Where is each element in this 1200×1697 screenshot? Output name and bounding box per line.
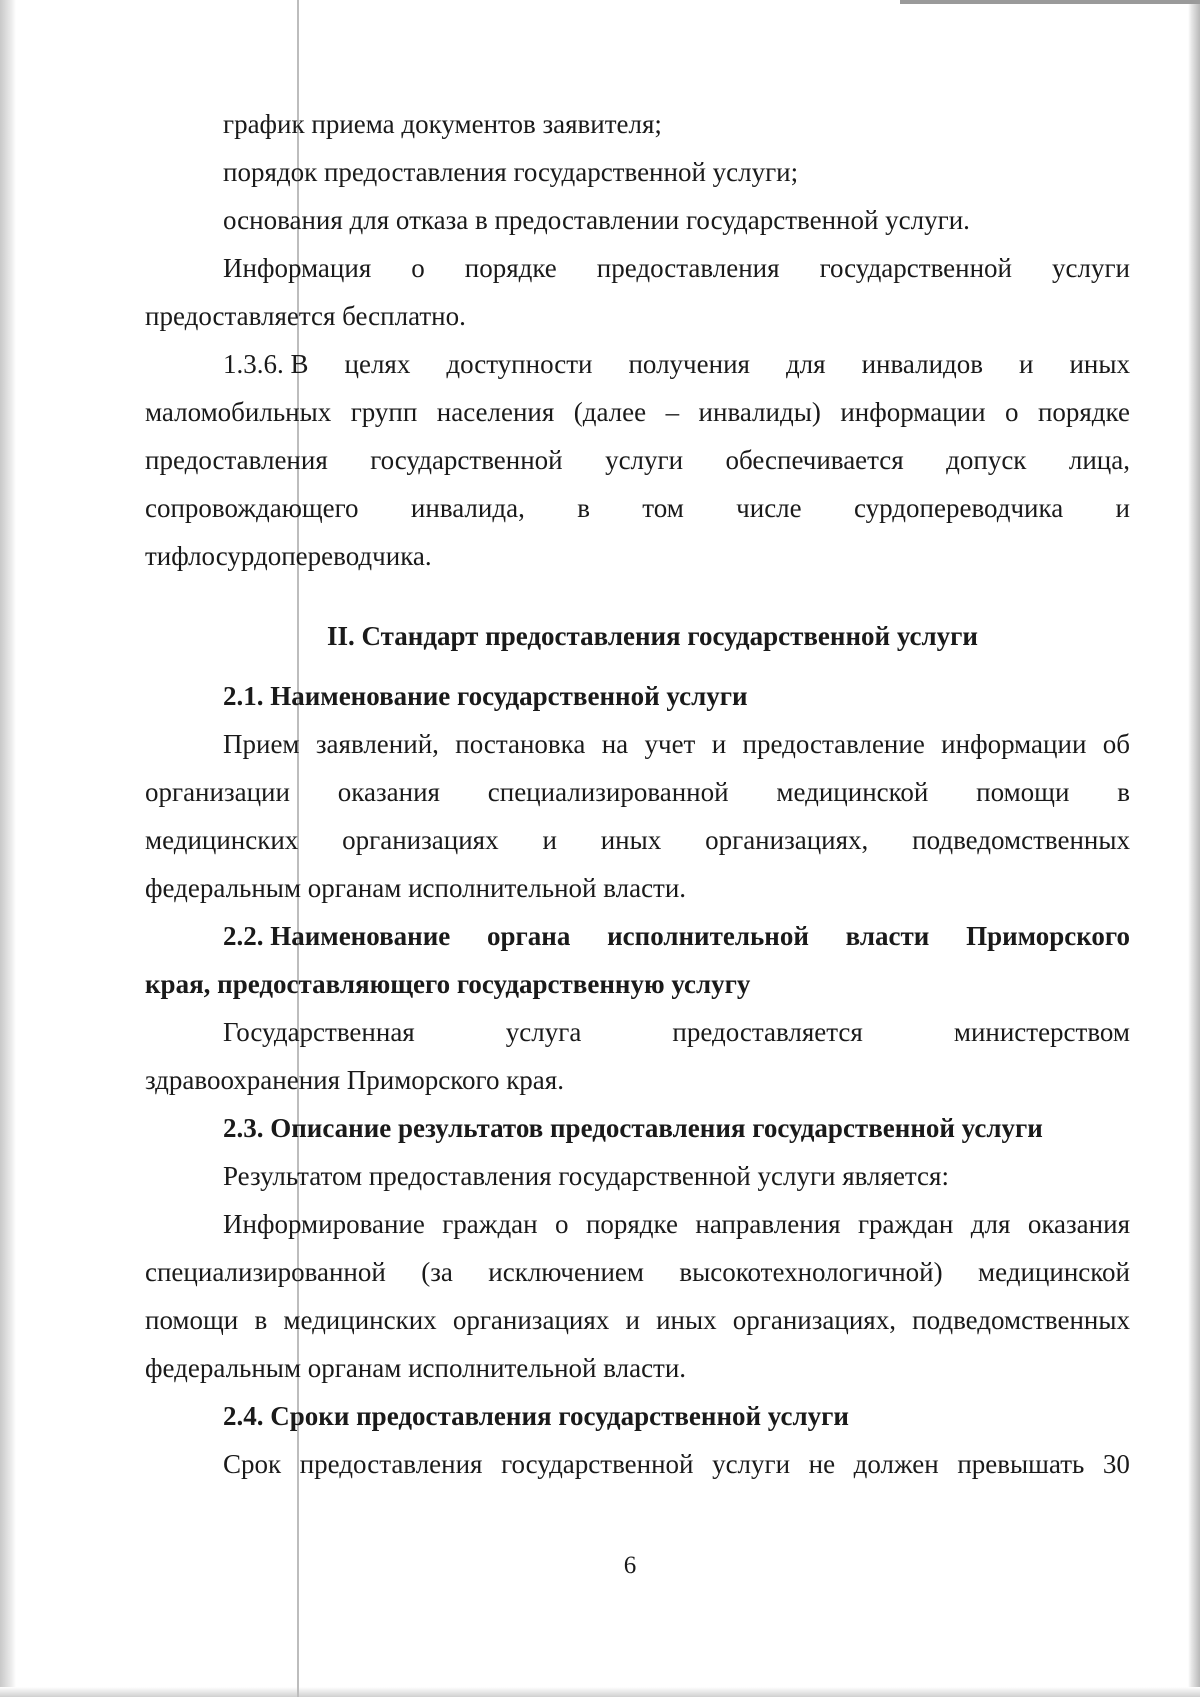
word: о	[1004, 397, 1019, 427]
word: медицинских	[283, 1305, 437, 1335]
word: 30	[1102, 1449, 1130, 1479]
text-line: порядок предоставления государственной услуги;	[223, 157, 799, 187]
text-line: федеральным органам исполнительной власти.	[145, 1353, 687, 1383]
word: групп	[350, 397, 418, 427]
word: сопровождающего	[145, 493, 359, 523]
word: о	[555, 1209, 569, 1239]
subsection-2-2-title-line2: края, предоставляющего государственную услугу	[145, 969, 751, 999]
word: в	[577, 493, 590, 523]
text-line-justified	[145, 244, 1130, 292]
word: для	[970, 1209, 1011, 1239]
word: государственной	[370, 445, 563, 475]
word: услуги	[712, 1449, 791, 1479]
word: о	[411, 253, 425, 283]
document-page	[145, 100, 1130, 1488]
word: граждан	[442, 1209, 538, 1239]
word: услуга	[505, 1017, 582, 1047]
subsection-2-1-body	[145, 720, 1130, 912]
text-line: здравоохранения Приморского края.	[145, 1065, 564, 1095]
word: допуск	[946, 445, 1027, 475]
word: сурдопереводчика	[854, 493, 1064, 523]
word: направления	[695, 1209, 841, 1239]
text-line-justified	[145, 816, 1130, 864]
word: медицинских	[145, 825, 299, 855]
word: высокотехнологичной)	[679, 1257, 943, 1287]
word: обеспечивается	[725, 445, 904, 475]
word: иных	[600, 825, 662, 855]
word: не	[808, 1449, 836, 1479]
subsection-2-4-title: 2.4. Сроки предоставления государственной услуги	[223, 1401, 849, 1431]
word: организациях	[342, 825, 499, 855]
word: (далее	[573, 397, 647, 427]
subsection-2-2-body	[145, 1008, 1130, 1104]
word: организации	[145, 777, 290, 807]
text-line-justified	[145, 484, 1130, 532]
word: подведомственных	[912, 1305, 1130, 1335]
word: услуги	[605, 445, 684, 475]
word: учет	[644, 729, 696, 759]
word: Информирование	[223, 1209, 425, 1239]
word: превышать	[957, 1449, 1085, 1479]
text-line-justified	[145, 768, 1130, 816]
word: предоставления	[145, 445, 328, 475]
subsection-2-2-title-line1	[145, 912, 1130, 960]
word: в	[1117, 777, 1130, 807]
word: постановка	[455, 729, 586, 759]
word: получения	[628, 349, 750, 379]
subsection-2-4-body	[145, 1440, 1130, 1488]
word: населения	[436, 397, 555, 427]
word: власти	[845, 921, 930, 951]
word: числе	[736, 493, 802, 523]
word: заявлений,	[315, 729, 439, 759]
text-line-justified	[145, 1200, 1130, 1248]
word: и	[625, 1305, 640, 1335]
word: услуги	[1052, 253, 1130, 283]
subsection-2-3-body	[145, 1152, 1130, 1392]
word: должен	[853, 1449, 939, 1479]
word: Информация	[223, 253, 372, 283]
word: на	[601, 729, 629, 759]
word: предоставление	[742, 729, 925, 759]
word: инвалиды)	[698, 397, 821, 427]
scan-top-mark	[900, 0, 1200, 4]
text-line: федеральным органам исполнительной власти.	[145, 873, 687, 903]
word: в	[254, 1305, 268, 1335]
word: инвалида,	[410, 493, 525, 523]
word: и	[1019, 349, 1034, 379]
text-line-justified	[145, 388, 1130, 436]
scan-edge-left	[0, 0, 16, 1697]
word: (за	[421, 1257, 453, 1287]
word: –	[665, 397, 680, 427]
word: оказания	[1027, 1209, 1130, 1239]
text-line-justified	[145, 720, 1130, 768]
text-line-justified	[145, 1008, 1130, 1056]
word: помощи	[976, 777, 1070, 807]
word: порядке	[1037, 397, 1130, 427]
word: целях	[344, 349, 411, 379]
word: маломобильных	[145, 397, 332, 427]
word: специализированной	[487, 777, 729, 807]
text-line-justified	[145, 1440, 1130, 1488]
word: организациях,	[705, 825, 869, 855]
word: медицинской	[978, 1257, 1130, 1287]
word: Прием	[223, 729, 300, 759]
word: 1.3.6. В	[223, 349, 309, 379]
word: предоставляется	[672, 1017, 863, 1047]
text-line: график приема документов заявителя;	[223, 109, 662, 139]
text-line-justified	[145, 1296, 1130, 1344]
page-number: 6	[623, 1552, 637, 1579]
word: государственной	[819, 253, 1012, 283]
word: предоставления	[299, 1449, 483, 1479]
word: граждан	[857, 1209, 954, 1239]
word: организациях	[452, 1305, 610, 1335]
word: специализированной	[145, 1257, 386, 1287]
word: министерством	[953, 1017, 1130, 1047]
word: государственной	[501, 1449, 694, 1479]
word: и	[1115, 493, 1130, 523]
word: том	[642, 493, 684, 523]
word: порядке	[585, 1209, 678, 1239]
word: медицинской	[776, 777, 929, 807]
section-title: II. Стандарт предоставления государственной услуги	[327, 621, 978, 651]
word: об	[1102, 729, 1130, 759]
word: информации	[840, 397, 986, 427]
intro-paragraphs	[145, 100, 1130, 580]
word: иных	[1069, 349, 1130, 379]
word: подведомственных	[912, 825, 1130, 855]
text-line: основания для отказа в предоставлении государственной услуги.	[223, 205, 970, 235]
word: помощи	[145, 1305, 239, 1335]
word: организациях,	[732, 1305, 896, 1335]
text-line-justified	[145, 436, 1130, 484]
word: для	[785, 349, 826, 379]
text-line-justified	[145, 1248, 1130, 1296]
text-line-justified	[145, 340, 1130, 388]
word: предоставления	[596, 253, 780, 283]
word: исполнительной	[607, 921, 809, 951]
word: и	[711, 729, 727, 759]
word: исключением	[488, 1257, 644, 1287]
scan-edge-bottom	[0, 1687, 1200, 1697]
word: доступности	[446, 349, 593, 379]
word: Срок	[223, 1449, 282, 1479]
text-line: тифлосурдопереводчика.	[145, 541, 432, 571]
word: органа	[487, 921, 571, 951]
subsection-2-1-title: 2.1. Наименование государственной услуги	[223, 681, 748, 711]
text-line: предоставляется бесплатно.	[145, 301, 466, 331]
word: оказания	[337, 777, 440, 807]
word: иных	[656, 1305, 717, 1335]
subsection-2-3-title: 2.3. Описание результатов предоставления государственной услуги	[223, 1113, 1043, 1143]
word: и	[542, 825, 557, 855]
word: Приморского	[966, 921, 1130, 951]
word: порядке	[464, 253, 557, 283]
word: информации	[941, 729, 1087, 759]
word: инвалидов	[861, 349, 983, 379]
scan-edge-right	[1188, 0, 1200, 1697]
word: 2.2. Наименование	[223, 921, 451, 951]
word: Государственная	[223, 1017, 415, 1047]
word: лица,	[1068, 445, 1130, 475]
text-line: Результатом предоставления государственной услуги является:	[223, 1161, 949, 1191]
